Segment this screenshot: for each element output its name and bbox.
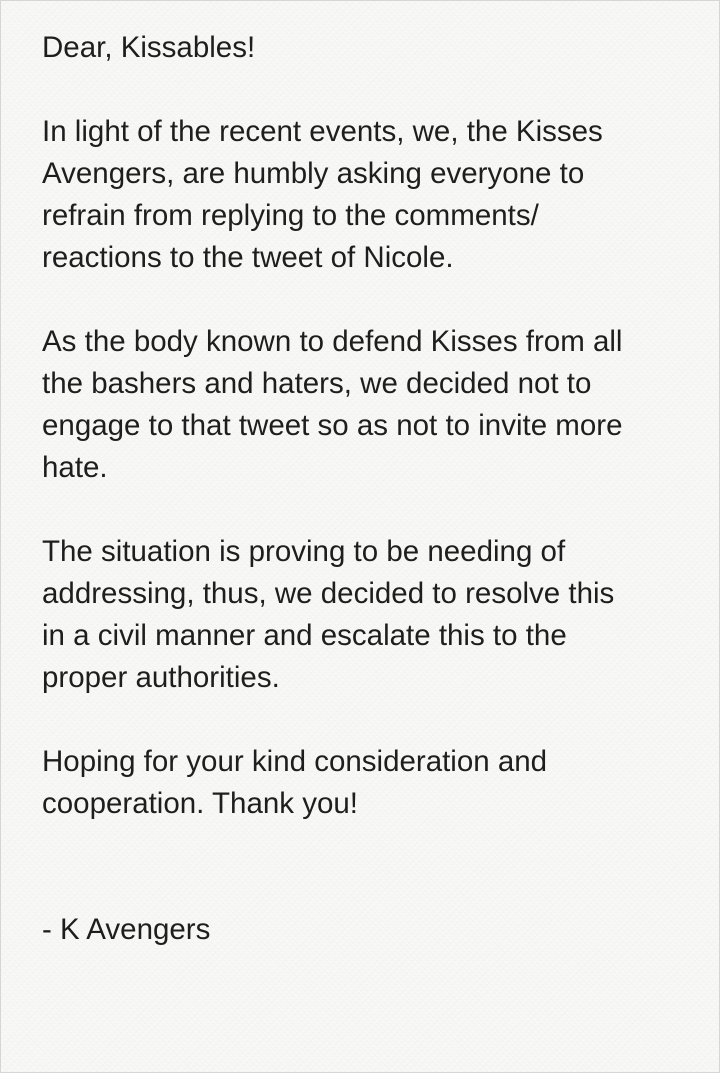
note-body	[42, 27, 692, 951]
paragraph-closing: Hoping for your kind consideration and cooperation. Thank you!	[42, 745, 548, 820]
paragraph-request: In light of the recent events, we, the Kisses Avengers, are humbly asking everyone to refrain from replying to the comments/ reactions to the tweet of Nicole.	[42, 115, 603, 274]
paragraph-reason: As the body known to defend Kisses from all the bashers and haters, we decided not to engage to that tweet so as not to invite more hate.	[42, 325, 623, 484]
signature-text: - K Avengers	[42, 913, 211, 946]
greeting-text: Dear, Kissables!	[42, 31, 256, 64]
paragraph-resolution: The situation is proving to be needing of addressing, thus, we decided to resolve this in a civil manner and escalate this to the proper authorities.	[42, 535, 615, 694]
